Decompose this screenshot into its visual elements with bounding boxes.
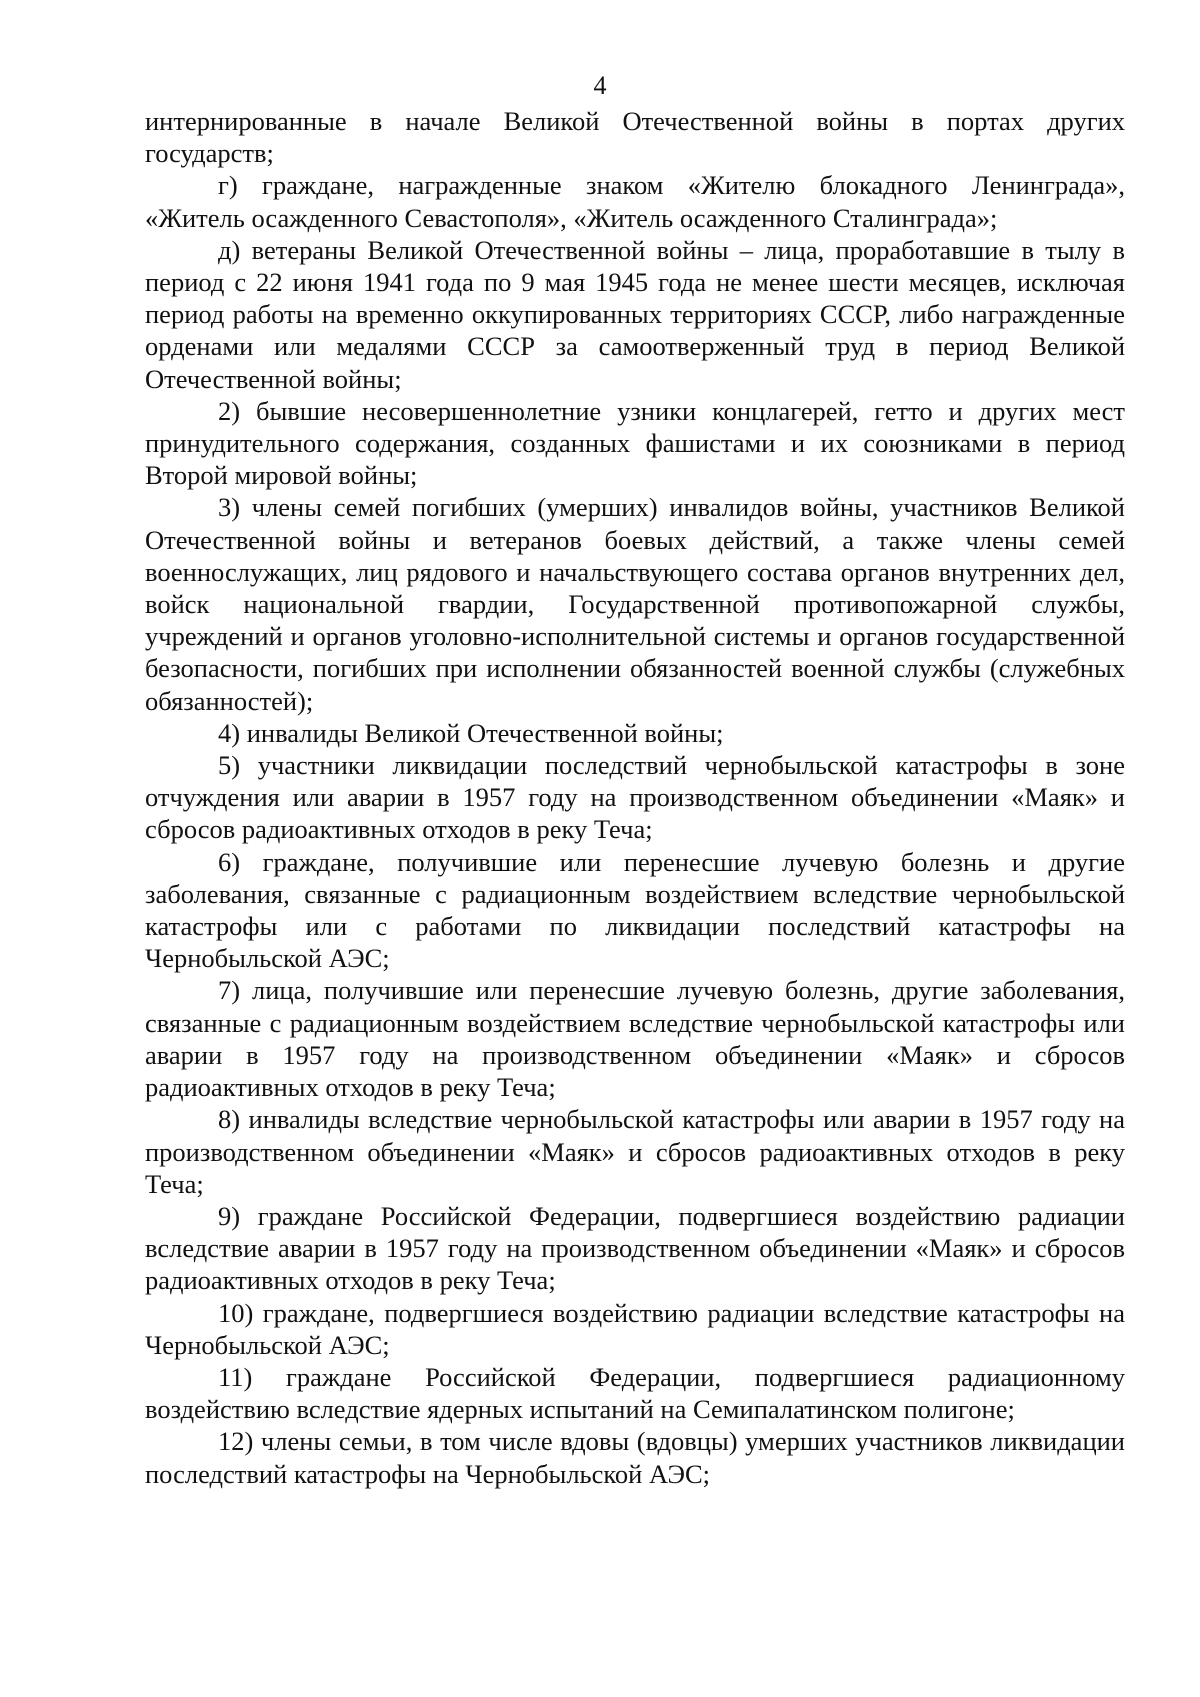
paragraph-item-10: 10) граждане, подвергшиеся воздействию радиации вследствие катастрофы на Чернобыльской АЭС; bbox=[145, 1297, 1125, 1360]
paragraph-item-9: 9) граждане Российской Федерации, подвергшиеся воздействию радиации вследствие аварии в 1957 году на производственном объединении «Маяк» и сбросов радиоактивных отходов в реку Теча; bbox=[145, 1200, 1125, 1296]
paragraph-item-11: 11) граждане Российской Федерации, подвергшиеся радиационному воздействию вследствие ядерных испытаний на Семипалатинском полигоне; bbox=[145, 1361, 1125, 1425]
paragraph-continuation: интернированные в начале Великой Отечественной войны в портах других государств; bbox=[145, 106, 1125, 169]
paragraph-item-3: 3) члены семей погибших (умерших) инвалидов войны, участников Великой Отечественной войны и ветеранов боевых действий, а также члены семей военнослужащих, лиц рядового и начальствующего состава органов внутренних дел, войск национальной гвардии, Государственной противопожарной службы, учреждений и органов уголовно-исполнительной системы и органов государственной безопасности, погибших при исполнении обязанностей военной службы (служебных обязанностей); bbox=[145, 492, 1125, 716]
paragraph-item-4: 4) инвалиды Великой Отечественной войны; bbox=[218, 717, 724, 748]
paragraph-item-2: 2) бывшие несовершеннолетние узники концлагерей, гетто и других мест принудительного содержания, созданных фашистами и их союзниками в период Второй мировой войны; bbox=[145, 395, 1125, 491]
paragraph-item-5: 5) участники ликвидации последствий чернобыльской катастрофы в зоне отчуждения или аварии в 1957 году на производственном объединении «Маяк» и сбросов радиоактивных отходов в реку Теча; bbox=[145, 750, 1125, 845]
page-number: 4 bbox=[593, 71, 607, 100]
paragraph-item-d: д) ветераны Великой Отечественной войны – лица, проработавшие в тылу в период с 22 июня 1941 года по 9 мая 1945 года не менее шести месяцев, исключая период работы на временно оккупированных территориях СССР, либо награжденные орденами или медалями СССР за самоотверженный труд в период Великой Отечественной войны; bbox=[145, 234, 1125, 394]
paragraph-item-8: 8) инвалиды вследствие чернобыльской катастрофы или аварии в 1957 году на производственном объединении «Маяк» и сбросов радиоактивных отходов в реку Теча; bbox=[145, 1104, 1125, 1199]
document-body bbox=[145, 105, 1125, 1490]
paragraph-item-6: 6) граждане, получившие или перенесшие лучевую болезнь и другие заболевания, связанные с радиационным воздействием вследствие чернобыльской катастрофы или с работами по ликвидации последствий катастрофы на Чернобыльской АЭС; bbox=[145, 846, 1125, 974]
paragraph-item-7: 7) лица, получившие или перенесшие лучевую болезнь, другие заболевания, связанные с радиационным воздействием вследствие чернобыльской катастрофы или аварии в 1957 году на производственном объединении «Маяк» и сбросов радиоактивных отходов в реку Теча; bbox=[145, 975, 1125, 1103]
paragraph-item-g: г) граждане, награжденные знаком «Жителю блокадного Ленинграда», «Житель осажденного Севастополя», «Житель осажденного Сталинграда»; bbox=[145, 170, 1125, 233]
paragraph-item-12: 12) члены семьи, в том числе вдовы (вдовцы) умерших участников ликвидации последствий катастрофы на Чернобыльской АЭС; bbox=[145, 1426, 1125, 1489]
